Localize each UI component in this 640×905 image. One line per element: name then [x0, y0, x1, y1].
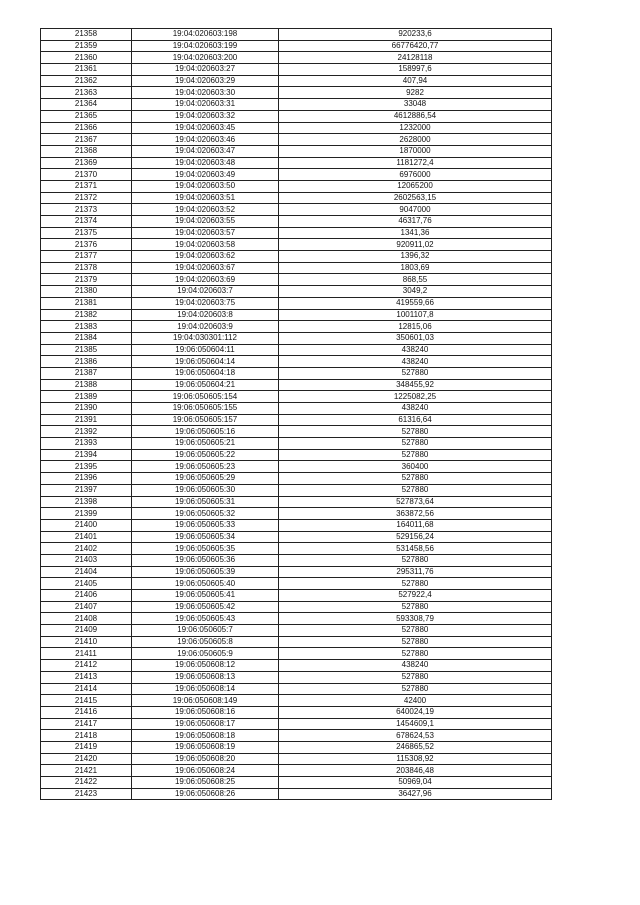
- row-number-cell: 21411: [41, 648, 132, 660]
- row-number-cell: 21363: [41, 87, 132, 99]
- row-number-cell: 21418: [41, 730, 132, 742]
- cadastral-number-cell: 19:06:050605:22: [132, 449, 279, 461]
- row-number-cell: 21388: [41, 379, 132, 391]
- row-number-cell: 21410: [41, 636, 132, 648]
- row-number-cell: 21423: [41, 788, 132, 800]
- cadastral-number-cell: 19:06:050605:154: [132, 391, 279, 403]
- cadastral-number-cell: 19:06:050608:19: [132, 741, 279, 753]
- value-cell: 61316,64: [279, 414, 552, 426]
- table-row: [41, 356, 552, 368]
- value-cell: 527880: [279, 671, 552, 683]
- row-number-cell: 21369: [41, 157, 132, 169]
- table-row: [41, 216, 552, 228]
- row-number-cell: 21376: [41, 239, 132, 251]
- table-row: [41, 508, 552, 520]
- cadastral-number-cell: 19:06:050605:16: [132, 426, 279, 438]
- table-row: [41, 321, 552, 333]
- row-number-cell: 21402: [41, 543, 132, 555]
- table-row: [41, 110, 552, 122]
- row-number-cell: 21383: [41, 321, 132, 333]
- table-row: [41, 718, 552, 730]
- value-cell: 9282: [279, 87, 552, 99]
- cadastral-number-cell: 19:06:050608:20: [132, 753, 279, 765]
- table-row: [41, 99, 552, 111]
- cadastral-number-cell: 19:06:050608:149: [132, 695, 279, 707]
- row-number-cell: 21393: [41, 438, 132, 450]
- row-number-cell: 21414: [41, 683, 132, 695]
- row-number-cell: 21422: [41, 777, 132, 789]
- cadastral-number-cell: 19:06:050605:36: [132, 554, 279, 566]
- value-cell: 295311,76: [279, 566, 552, 578]
- row-number-cell: 21360: [41, 52, 132, 64]
- table-row: [41, 695, 552, 707]
- value-cell: 350601,03: [279, 332, 552, 344]
- row-number-cell: 21382: [41, 309, 132, 321]
- row-number-cell: 21389: [41, 391, 132, 403]
- value-cell: 438240: [279, 403, 552, 415]
- cadastral-number-cell: 19:06:050608:14: [132, 683, 279, 695]
- cadastral-number-cell: 19:04:020603:45: [132, 122, 279, 134]
- table-row: [41, 601, 552, 613]
- cadastral-number-cell: 19:06:050605:29: [132, 473, 279, 485]
- value-cell: 1454609,1: [279, 718, 552, 730]
- value-cell: 527880: [279, 601, 552, 613]
- cadastral-value-table: [40, 28, 552, 800]
- value-cell: 164011,68: [279, 519, 552, 531]
- value-cell: 203846,48: [279, 765, 552, 777]
- table-row: [41, 286, 552, 298]
- table-row: [41, 64, 552, 76]
- row-number-cell: 21386: [41, 356, 132, 368]
- cadastral-number-cell: 19:06:050604:14: [132, 356, 279, 368]
- table-row: [41, 227, 552, 239]
- row-number-cell: 21395: [41, 461, 132, 473]
- value-cell: 527880: [279, 438, 552, 450]
- cadastral-number-cell: 19:04:020603:47: [132, 145, 279, 157]
- value-cell: 640024,19: [279, 706, 552, 718]
- value-cell: 1181272,4: [279, 157, 552, 169]
- cadastral-number-cell: 19:04:020603:46: [132, 134, 279, 146]
- value-cell: 593308,79: [279, 613, 552, 625]
- table-row: [41, 484, 552, 496]
- value-cell: 527873,64: [279, 496, 552, 508]
- row-number-cell: 21374: [41, 216, 132, 228]
- document-page: [40, 28, 551, 800]
- value-cell: 6976000: [279, 169, 552, 181]
- table-body: [41, 29, 552, 800]
- cadastral-number-cell: 19:06:050608:25: [132, 777, 279, 789]
- value-cell: 12065200: [279, 180, 552, 192]
- cadastral-number-cell: 19:06:050605:43: [132, 613, 279, 625]
- row-number-cell: 21400: [41, 519, 132, 531]
- value-cell: 42400: [279, 695, 552, 707]
- table-row: [41, 180, 552, 192]
- value-cell: 9047000: [279, 204, 552, 216]
- value-cell: 1225082,25: [279, 391, 552, 403]
- cadastral-number-cell: 19:06:050605:39: [132, 566, 279, 578]
- row-number-cell: 21398: [41, 496, 132, 508]
- value-cell: 527880: [279, 648, 552, 660]
- value-cell: 1232000: [279, 122, 552, 134]
- cadastral-number-cell: 19:06:050605:33: [132, 519, 279, 531]
- row-number-cell: 21399: [41, 508, 132, 520]
- table-row: [41, 40, 552, 52]
- row-number-cell: 21413: [41, 671, 132, 683]
- row-number-cell: 21371: [41, 180, 132, 192]
- cadastral-number-cell: 19:06:050604:18: [132, 367, 279, 379]
- table-row: [41, 192, 552, 204]
- table-row: [41, 309, 552, 321]
- cadastral-number-cell: 19:04:020603:32: [132, 110, 279, 122]
- cadastral-number-cell: 19:04:020603:30: [132, 87, 279, 99]
- row-number-cell: 21367: [41, 134, 132, 146]
- cadastral-number-cell: 19:06:050605:35: [132, 543, 279, 555]
- cadastral-number-cell: 19:04:020603:27: [132, 64, 279, 76]
- value-cell: 115308,92: [279, 753, 552, 765]
- cadastral-number-cell: 19:06:050605:34: [132, 531, 279, 543]
- table-row: [41, 403, 552, 415]
- value-cell: 527880: [279, 473, 552, 485]
- row-number-cell: 21421: [41, 765, 132, 777]
- row-number-cell: 21378: [41, 262, 132, 274]
- cadastral-number-cell: 19:04:020603:51: [132, 192, 279, 204]
- row-number-cell: 21380: [41, 286, 132, 298]
- table-row: [41, 671, 552, 683]
- table-row: [41, 590, 552, 602]
- table-row: [41, 426, 552, 438]
- value-cell: 868,55: [279, 274, 552, 286]
- table-row: [41, 706, 552, 718]
- row-number-cell: 21390: [41, 403, 132, 415]
- value-cell: 527880: [279, 426, 552, 438]
- value-cell: 36427,96: [279, 788, 552, 800]
- table-row: [41, 391, 552, 403]
- table-row: [41, 741, 552, 753]
- table-row: [41, 297, 552, 309]
- value-cell: 527880: [279, 625, 552, 637]
- row-number-cell: 21379: [41, 274, 132, 286]
- value-cell: 158997,6: [279, 64, 552, 76]
- cadastral-number-cell: 19:04:020603:7: [132, 286, 279, 298]
- value-cell: 24128118: [279, 52, 552, 64]
- table-row: [41, 157, 552, 169]
- cadastral-number-cell: 19:06:050605:21: [132, 438, 279, 450]
- table-row: [41, 169, 552, 181]
- value-cell: 2602563,15: [279, 192, 552, 204]
- cadastral-number-cell: 19:06:050605:32: [132, 508, 279, 520]
- table-row: [41, 461, 552, 473]
- value-cell: 1341,36: [279, 227, 552, 239]
- row-number-cell: 21359: [41, 40, 132, 52]
- table-row: [41, 87, 552, 99]
- table-row: [41, 730, 552, 742]
- row-number-cell: 21358: [41, 29, 132, 41]
- value-cell: 46317,76: [279, 216, 552, 228]
- cadastral-number-cell: 19:04:020603:31: [132, 99, 279, 111]
- row-number-cell: 21417: [41, 718, 132, 730]
- value-cell: 531458,56: [279, 543, 552, 555]
- cadastral-number-cell: 19:06:050605:155: [132, 403, 279, 415]
- row-number-cell: 21361: [41, 64, 132, 76]
- row-number-cell: 21404: [41, 566, 132, 578]
- row-number-cell: 21407: [41, 601, 132, 613]
- cadastral-number-cell: 19:06:050605:30: [132, 484, 279, 496]
- row-number-cell: 21366: [41, 122, 132, 134]
- cadastral-number-cell: 19:06:050605:41: [132, 590, 279, 602]
- table-row: [41, 473, 552, 485]
- table-row: [41, 414, 552, 426]
- cadastral-number-cell: 19:06:050608:16: [132, 706, 279, 718]
- cadastral-number-cell: 19:04:020603:55: [132, 216, 279, 228]
- table-row: [41, 531, 552, 543]
- value-cell: 527880: [279, 484, 552, 496]
- value-cell: 12815,06: [279, 321, 552, 333]
- value-cell: 529156,24: [279, 531, 552, 543]
- row-number-cell: 21385: [41, 344, 132, 356]
- cadastral-number-cell: 19:06:050608:12: [132, 660, 279, 672]
- table-row: [41, 134, 552, 146]
- table-row: [41, 438, 552, 450]
- row-number-cell: 21405: [41, 578, 132, 590]
- value-cell: 33048: [279, 99, 552, 111]
- row-number-cell: 21397: [41, 484, 132, 496]
- value-cell: 1803,69: [279, 262, 552, 274]
- row-number-cell: 21420: [41, 753, 132, 765]
- table-row: [41, 625, 552, 637]
- value-cell: 527880: [279, 367, 552, 379]
- value-cell: 527880: [279, 578, 552, 590]
- table-row: [41, 788, 552, 800]
- table-row: [41, 683, 552, 695]
- row-number-cell: 21375: [41, 227, 132, 239]
- row-number-cell: 21381: [41, 297, 132, 309]
- table-row: [41, 496, 552, 508]
- table-row: [41, 251, 552, 263]
- table-row: [41, 613, 552, 625]
- table-row: [41, 636, 552, 648]
- table-row: [41, 274, 552, 286]
- cadastral-number-cell: 19:04:020603:62: [132, 251, 279, 263]
- cadastral-number-cell: 19:06:050605:42: [132, 601, 279, 613]
- value-cell: 438240: [279, 356, 552, 368]
- cadastral-number-cell: 19:06:050604:11: [132, 344, 279, 356]
- row-number-cell: 21401: [41, 531, 132, 543]
- value-cell: 50969,04: [279, 777, 552, 789]
- cadastral-number-cell: 19:06:050605:31: [132, 496, 279, 508]
- row-number-cell: 21406: [41, 590, 132, 602]
- value-cell: 527880: [279, 636, 552, 648]
- row-number-cell: 21365: [41, 110, 132, 122]
- value-cell: 527922,4: [279, 590, 552, 602]
- value-cell: 1396,32: [279, 251, 552, 263]
- cadastral-number-cell: 19:04:020603:52: [132, 204, 279, 216]
- cadastral-number-cell: 19:04:020603:198: [132, 29, 279, 41]
- cadastral-number-cell: 19:06:050608:13: [132, 671, 279, 683]
- row-number-cell: 21394: [41, 449, 132, 461]
- table-row: [41, 344, 552, 356]
- value-cell: 527880: [279, 449, 552, 461]
- value-cell: 360400: [279, 461, 552, 473]
- value-cell: 1001107,8: [279, 309, 552, 321]
- table-row: [41, 449, 552, 461]
- table-row: [41, 566, 552, 578]
- table-row: [41, 332, 552, 344]
- table-row: [41, 52, 552, 64]
- value-cell: 438240: [279, 660, 552, 672]
- table-row: [41, 239, 552, 251]
- row-number-cell: 21419: [41, 741, 132, 753]
- cadastral-number-cell: 19:04:020603:9: [132, 321, 279, 333]
- cadastral-number-cell: 19:04:020603:49: [132, 169, 279, 181]
- table-row: [41, 660, 552, 672]
- cadastral-number-cell: 19:04:020603:8: [132, 309, 279, 321]
- value-cell: 920233,6: [279, 29, 552, 41]
- cadastral-number-cell: 19:06:050608:24: [132, 765, 279, 777]
- cadastral-number-cell: 19:04:020603:29: [132, 75, 279, 87]
- value-cell: 678624,53: [279, 730, 552, 742]
- row-number-cell: 21384: [41, 332, 132, 344]
- cadastral-number-cell: 19:06:050608:26: [132, 788, 279, 800]
- table-row: [41, 648, 552, 660]
- cadastral-number-cell: 19:04:020603:200: [132, 52, 279, 64]
- row-number-cell: 21391: [41, 414, 132, 426]
- row-number-cell: 21409: [41, 625, 132, 637]
- cadastral-number-cell: 19:06:050605:8: [132, 636, 279, 648]
- cadastral-number-cell: 19:04:020603:69: [132, 274, 279, 286]
- value-cell: 920911,02: [279, 239, 552, 251]
- row-number-cell: 21403: [41, 554, 132, 566]
- value-cell: 246865,52: [279, 741, 552, 753]
- table-row: [41, 753, 552, 765]
- value-cell: 419559,66: [279, 297, 552, 309]
- table-row: [41, 204, 552, 216]
- cadastral-number-cell: 19:04:030301:112: [132, 332, 279, 344]
- table-row: [41, 367, 552, 379]
- row-number-cell: 21416: [41, 706, 132, 718]
- table-row: [41, 543, 552, 555]
- table-row: [41, 777, 552, 789]
- table-row: [41, 75, 552, 87]
- cadastral-number-cell: 19:06:050605:40: [132, 578, 279, 590]
- row-number-cell: 21370: [41, 169, 132, 181]
- value-cell: 2628000: [279, 134, 552, 146]
- cadastral-number-cell: 19:04:020603:50: [132, 180, 279, 192]
- cadastral-number-cell: 19:06:050605:23: [132, 461, 279, 473]
- table-row: [41, 262, 552, 274]
- value-cell: 438240: [279, 344, 552, 356]
- value-cell: 4612886,54: [279, 110, 552, 122]
- row-number-cell: 21364: [41, 99, 132, 111]
- cadastral-number-cell: 19:06:050608:18: [132, 730, 279, 742]
- table-row: [41, 519, 552, 531]
- row-number-cell: 21372: [41, 192, 132, 204]
- table-row: [41, 554, 552, 566]
- table-row: [41, 29, 552, 41]
- table-row: [41, 122, 552, 134]
- cadastral-number-cell: 19:04:020603:48: [132, 157, 279, 169]
- value-cell: 527880: [279, 554, 552, 566]
- table-row: [41, 765, 552, 777]
- value-cell: 407,94: [279, 75, 552, 87]
- cadastral-number-cell: 19:06:050608:17: [132, 718, 279, 730]
- row-number-cell: 21415: [41, 695, 132, 707]
- cadastral-number-cell: 19:04:020603:58: [132, 239, 279, 251]
- value-cell: 3049,2: [279, 286, 552, 298]
- value-cell: 66776420,77: [279, 40, 552, 52]
- row-number-cell: 21362: [41, 75, 132, 87]
- row-number-cell: 21368: [41, 145, 132, 157]
- cadastral-number-cell: 19:04:020603:67: [132, 262, 279, 274]
- row-number-cell: 21412: [41, 660, 132, 672]
- value-cell: 363872,56: [279, 508, 552, 520]
- row-number-cell: 21377: [41, 251, 132, 263]
- cadastral-number-cell: 19:06:050604:21: [132, 379, 279, 391]
- row-number-cell: 21373: [41, 204, 132, 216]
- table-row: [41, 145, 552, 157]
- cadastral-number-cell: 19:04:020603:199: [132, 40, 279, 52]
- value-cell: 527880: [279, 683, 552, 695]
- cadastral-number-cell: 19:04:020603:57: [132, 227, 279, 239]
- row-number-cell: 21396: [41, 473, 132, 485]
- cadastral-number-cell: 19:04:020603:75: [132, 297, 279, 309]
- table-row: [41, 379, 552, 391]
- row-number-cell: 21387: [41, 367, 132, 379]
- row-number-cell: 21392: [41, 426, 132, 438]
- cadastral-number-cell: 19:06:050605:157: [132, 414, 279, 426]
- cadastral-number-cell: 19:06:050605:7: [132, 625, 279, 637]
- cadastral-number-cell: 19:06:050605:9: [132, 648, 279, 660]
- table-row: [41, 578, 552, 590]
- row-number-cell: 21408: [41, 613, 132, 625]
- value-cell: 348455,92: [279, 379, 552, 391]
- value-cell: 1870000: [279, 145, 552, 157]
